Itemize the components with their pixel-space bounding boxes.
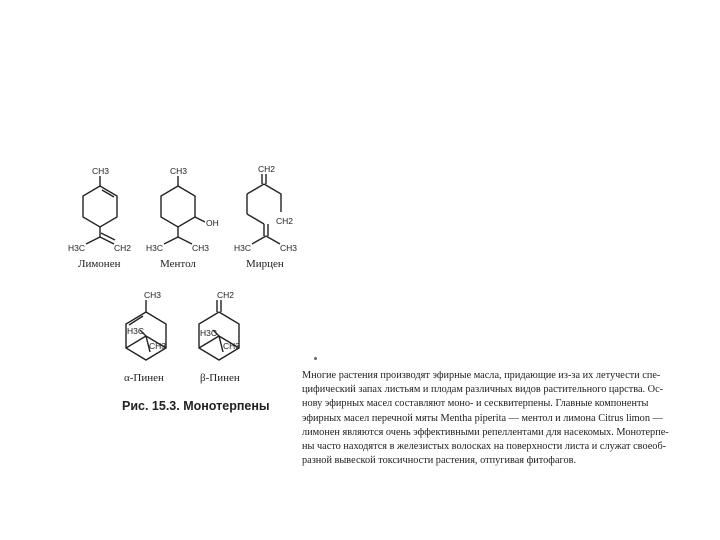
- menthol-name: Ментол: [160, 258, 196, 270]
- limonene-label-ch2: CH2: [114, 243, 132, 253]
- menthol-structure: [146, 166, 219, 270]
- figure-caption: Рис. 15.3. Монотерпены: [122, 399, 270, 413]
- alpha-pinene-structure: [124, 290, 166, 384]
- menthol-label-oh: OH: [206, 218, 219, 228]
- menthol-label-ch3: CH3: [170, 166, 188, 176]
- menthol-label-ch3-2: CH3: [192, 243, 210, 253]
- limonene-label-ch3: CH3: [92, 166, 110, 176]
- beta-pinene-structure: [199, 290, 240, 384]
- paragraph-line-3: нову эфирных масел составляют моно- и сесквитерпены. Главные компоненты: [302, 398, 649, 410]
- alpha-pinene-label-ch3: CH3: [149, 341, 167, 351]
- myrcene-label-h3c: H3C: [234, 243, 252, 253]
- body-paragraph: [302, 369, 674, 468]
- paragraph-line-1: Многие растения производят эфирные масла, придающие из-за их летучести спе-: [302, 370, 661, 381]
- alpha-pinene-label-ch3-top: CH3: [144, 290, 162, 300]
- beta-pinene-name: β-Пинен: [200, 372, 240, 384]
- paragraph-line-7: разной вывеской токсичности растения, отпугивая фитофагов.: [302, 455, 577, 467]
- alpha-pinene-name: α-Пинен: [124, 372, 164, 384]
- menthol-label-h3c: H3C: [146, 243, 164, 253]
- limonene-label-h3c: H3C: [68, 243, 86, 253]
- paragraph-line-6: ны часто находятся в железистых волосках на поверхности листа и служат своеоб-: [302, 441, 667, 453]
- myrcene-structure: [234, 164, 297, 270]
- beta-pinene-label-ch2: CH2: [217, 290, 235, 300]
- paragraph-line-4: эфирных масел перечной мяты Mentha piperita — ментол и лимона Citrus limon —: [302, 412, 663, 424]
- paragraph-line-2: цифический запах листьям и плодам различных видов растительного царства. Ос-: [302, 384, 664, 396]
- limonene-structure: [68, 166, 131, 270]
- myrcene-label-ch3: CH3: [280, 243, 298, 253]
- scan-mark: [314, 357, 317, 360]
- beta-pinene-label-ch3: CH3: [223, 341, 241, 351]
- paragraph-line-5: лимонен являются очень эффективными репеллентами для насекомых. Монотерпе-: [302, 426, 669, 438]
- limonene-name: Лимонен: [78, 258, 121, 270]
- alpha-pinene-label-h3c: H3C: [127, 326, 145, 336]
- myrcene-label-ch2-top: CH2: [258, 164, 276, 174]
- beta-pinene-label-h3c: H3C: [200, 328, 218, 338]
- myrcene-name: Мирцен: [246, 258, 284, 270]
- myrcene-label-ch2: CH2: [276, 216, 294, 226]
